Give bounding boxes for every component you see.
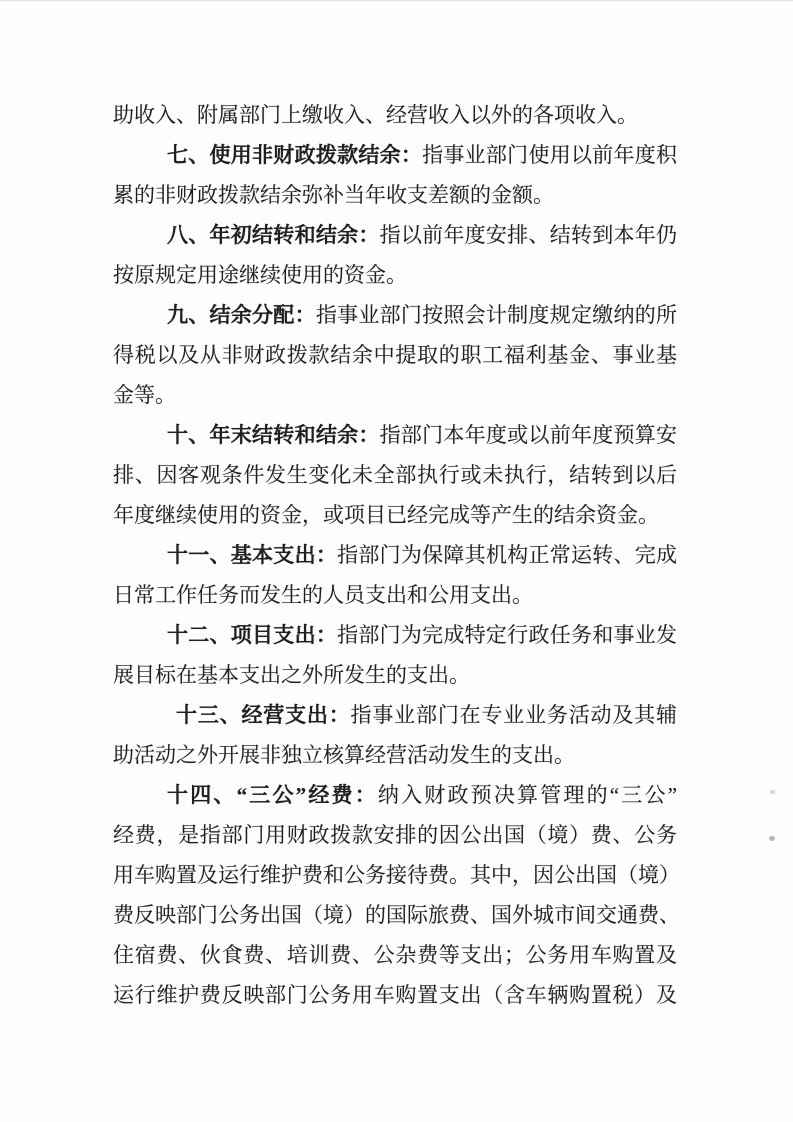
line-text: 年度继续使用的资金，或项目已经完成等产生的结余资金。 [113,503,659,527]
document-text-block [113,95,680,1015]
line-text: 按原规定用途继续使用的资金。 [113,263,407,287]
scan-edge-artifact [0,0,793,2]
doc-line [113,975,677,1015]
doc-line [113,695,677,735]
line-text: 指事业部门按照会计制度规定缴纳的所 [315,303,678,327]
line-text: 指部门本年度或以前年度预算安 [379,423,677,447]
doc-line [113,375,677,415]
doc-line [113,135,677,175]
line-text: 指部门为保障其机构正常运转、完成 [337,543,678,567]
term-label: 八、年初结转和结余： [167,223,380,247]
line-text: 展目标在基本支出之外所发生的支出。 [113,663,470,687]
doc-line [113,455,677,495]
line-text: 指事业部门在专业业务活动及其辅 [350,703,678,727]
line-text: 经费，是指部门用财政拨款安排的因公出国（境）费、公务 [113,823,677,847]
term-label: 十二、项目支出： [167,623,338,647]
line-text: 助活动之外开展非独立核算经营活动发生的支出。 [113,743,575,767]
line-text: 助收入、附属部门上缴收入、经营收入以外的各项收入。 [113,103,638,127]
doc-line [113,935,677,975]
doc-line [113,735,677,775]
doc-line [113,215,677,255]
doc-line [113,335,677,375]
doc-line [113,415,677,455]
line-text: 费反映部门公务出国（境）的国际旅费、国外城市间交通费、 [113,903,680,927]
doc-line [113,535,677,575]
line-text: 金等。 [113,383,176,407]
line-text: 排、因客观条件发生变化未全部执行或未执行，结转到以后 [113,463,677,487]
doc-line [113,655,677,695]
term-label: 十四、“三公”经费： [167,783,378,807]
term-label: 九、结余分配： [167,303,316,327]
line-text: 指以前年度安排、结转到本年仍 [379,223,677,247]
doc-line [113,895,680,935]
line-text: 得税以及从非财政拨款结余中提取的职工福利基金、事业基 [113,343,677,367]
line-text: 日常工作任务而发生的人员支出和公用支出。 [113,583,533,607]
scan-speck-artifact [769,836,775,841]
line-text: 指事业部门使用以前年度积 [422,143,678,167]
line-text: 用车购置及运行维护费和公务接待费。其中，因公出国（境） [113,863,680,887]
doc-line [113,175,677,215]
term-label: 七、使用非财政拨款结余： [167,143,423,167]
doc-line [113,495,677,535]
doc-line [113,775,677,815]
term-label: 十、年末结转和结余： [167,423,380,447]
doc-line [113,855,680,895]
term-label: 十一、基本支出： [167,543,338,567]
doc-line [113,815,677,855]
doc-line [113,615,677,655]
line-text: 住宿费、伙食费、培训费、公杂费等支出；公务用车购置及 [113,943,677,967]
doc-line [113,295,677,335]
line-text: 指部门为完成特定行政任务和事业发 [337,623,678,647]
doc-line [113,255,677,295]
line-text: 运行维护费反映部门公务用车购置支出（含车辆购置税）及 [113,983,677,1007]
term-label: 十三、经营支出： [176,703,351,727]
line-text: 纳入财政预决算管理的“三公” [377,783,678,807]
doc-line [113,575,677,615]
line-text: 累的非财政拨款结余弥补当年收支差额的金额。 [113,183,554,207]
scan-speck-artifact [770,790,775,794]
doc-line [113,95,677,135]
